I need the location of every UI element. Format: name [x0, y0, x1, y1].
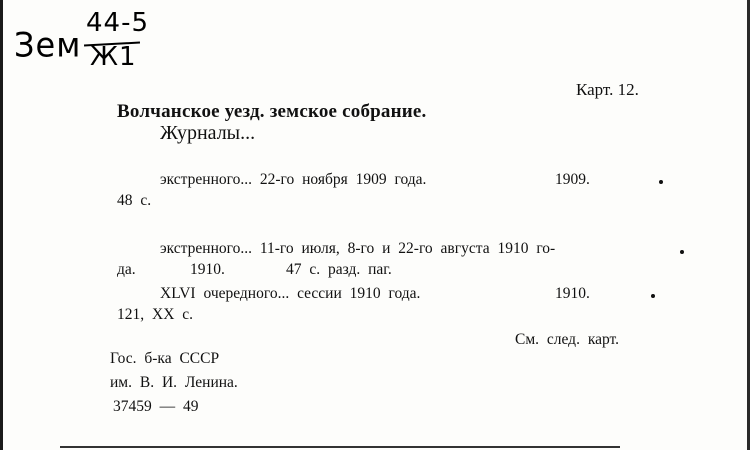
card-number: Карт. 12.	[576, 80, 639, 99]
entry-3-pages: 121, XX с.	[117, 306, 194, 323]
handwritten-shelfmark-denominator: Ж1	[90, 42, 137, 72]
entry-1-description: экстренного... 22-го ноября 1909 года.	[160, 171, 427, 188]
dot-mark	[680, 250, 684, 254]
library-dedication: им. В. И. Ленина.	[110, 374, 238, 391]
dot-mark	[651, 294, 655, 298]
dot-mark	[659, 180, 663, 184]
see-next-card: См. след. карт.	[515, 331, 620, 348]
library-name: Гос. б-ка СССР	[110, 350, 220, 367]
card-left-edge	[0, 0, 3, 450]
entry-2-pages: 47 с. разд. паг.	[286, 261, 392, 278]
handwritten-prefix: Зем	[14, 25, 82, 65]
card-subtitle: Журналы...	[160, 122, 256, 144]
entry-3-year: 1910.	[555, 285, 590, 302]
entry-1-year: 1909.	[555, 171, 590, 188]
library-code: 37459 — 49	[113, 398, 199, 415]
entry-2-year: 1910.	[190, 261, 225, 278]
card-title: Волчанское уезд. земское собрание.	[117, 101, 427, 122]
entry-2-description: экстренного... 11-го июля, 8-го и 22-го августа 1910 го-	[160, 240, 556, 257]
handwritten-shelfmark-numerator: 44-5	[86, 8, 150, 38]
entry-3-description: XLVI очередного... сессии 1910 года.	[160, 285, 421, 302]
entry-2-description-cont: да.	[117, 261, 136, 278]
entry-1-pages: 48 с.	[117, 192, 152, 209]
card-bottom-edge	[60, 446, 620, 448]
